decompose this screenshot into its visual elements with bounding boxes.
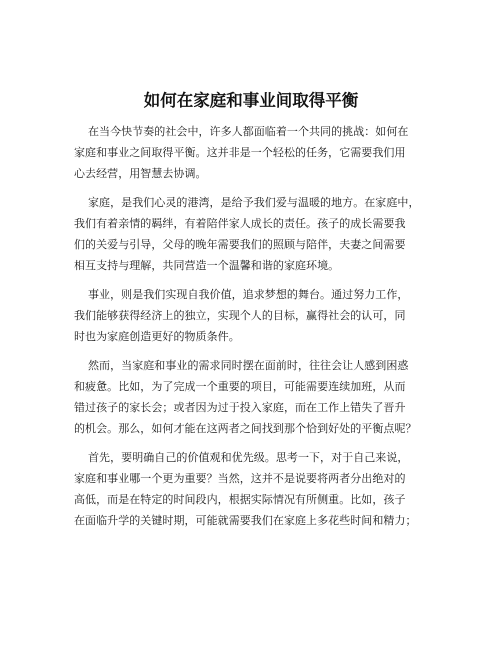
paragraph-3: [74, 284, 446, 347]
paragraph-line: 心去经营，用智慧去协调。: [74, 167, 207, 180]
paragraph-line: 时也为家庭创造更好的物质条件。: [74, 330, 240, 343]
paragraph-5: [74, 447, 446, 531]
paragraph-line: 然而，当家庭和事业的需求同时摆在面前时，往往会让人感到困惑: [88, 359, 409, 372]
document-body: [74, 121, 446, 539]
paragraph-line: 我们有着亲情的羁绊，有着陪伴家人成长的责任。孩子的成长需要我: [74, 217, 406, 230]
paragraph-line: 首先，要明确自己的价值观和优先级。思考一下，对于自己来说，: [88, 451, 409, 464]
paragraph-line: 在面临升学的关键时期，可能就需要我们在家庭上多花些时间和精力；: [74, 514, 417, 527]
paragraph-line: 的机会。那么，如何才能在这两者之间找到那个恰到好处的平衡点呢？: [74, 422, 417, 435]
paragraph-1: [74, 121, 446, 184]
paragraph-line: 我们能够获得经济上的独立，实现个人的目标，赢得社会的认可，同: [74, 309, 406, 322]
paragraph-line: 事业，则是我们实现自我价值，追求梦想的舞台。通过努力工作，: [88, 288, 409, 301]
paragraph-line: 相互支持与理解，共同营造一个温馨和谐的家庭环境。: [74, 259, 340, 272]
paragraph-4: [74, 355, 446, 439]
paragraph-2: [74, 192, 446, 276]
paragraph-line: 家庭，是我们心灵的港湾，是给予我们爱与温暖的地方。在家庭中，: [88, 196, 420, 209]
paragraph-line: 高低，而是在特定的时间段内，根据实际情况有所侧重。比如，孩子: [74, 493, 406, 506]
paragraph-line: 家庭和事业哪一个更为重要？当然，这并不是说要将两者分出绝对的: [74, 472, 406, 485]
paragraph-line: 错过孩子的家长会；或者因为过于投入家庭，而在工作上错失了晋升: [74, 401, 406, 414]
paragraph-line: 们的关爱与引导，父母的晚年需要我们的照顾与陪伴，夫妻之间需要: [74, 238, 406, 251]
paragraph-line: 在当今快节奏的社会中，许多人都面临着一个共同的挑战：如何在: [88, 125, 409, 138]
document-title: 如何在家庭和事业间取得平衡: [143, 91, 359, 110]
paragraph-line: 和疲惫。比如，为了完成一个重要的项目，可能需要连续加班，从而: [74, 380, 406, 393]
paragraph-line: 家庭和事业之间取得平衡。这并非是一个轻松的任务，它需要我们用: [74, 146, 406, 159]
